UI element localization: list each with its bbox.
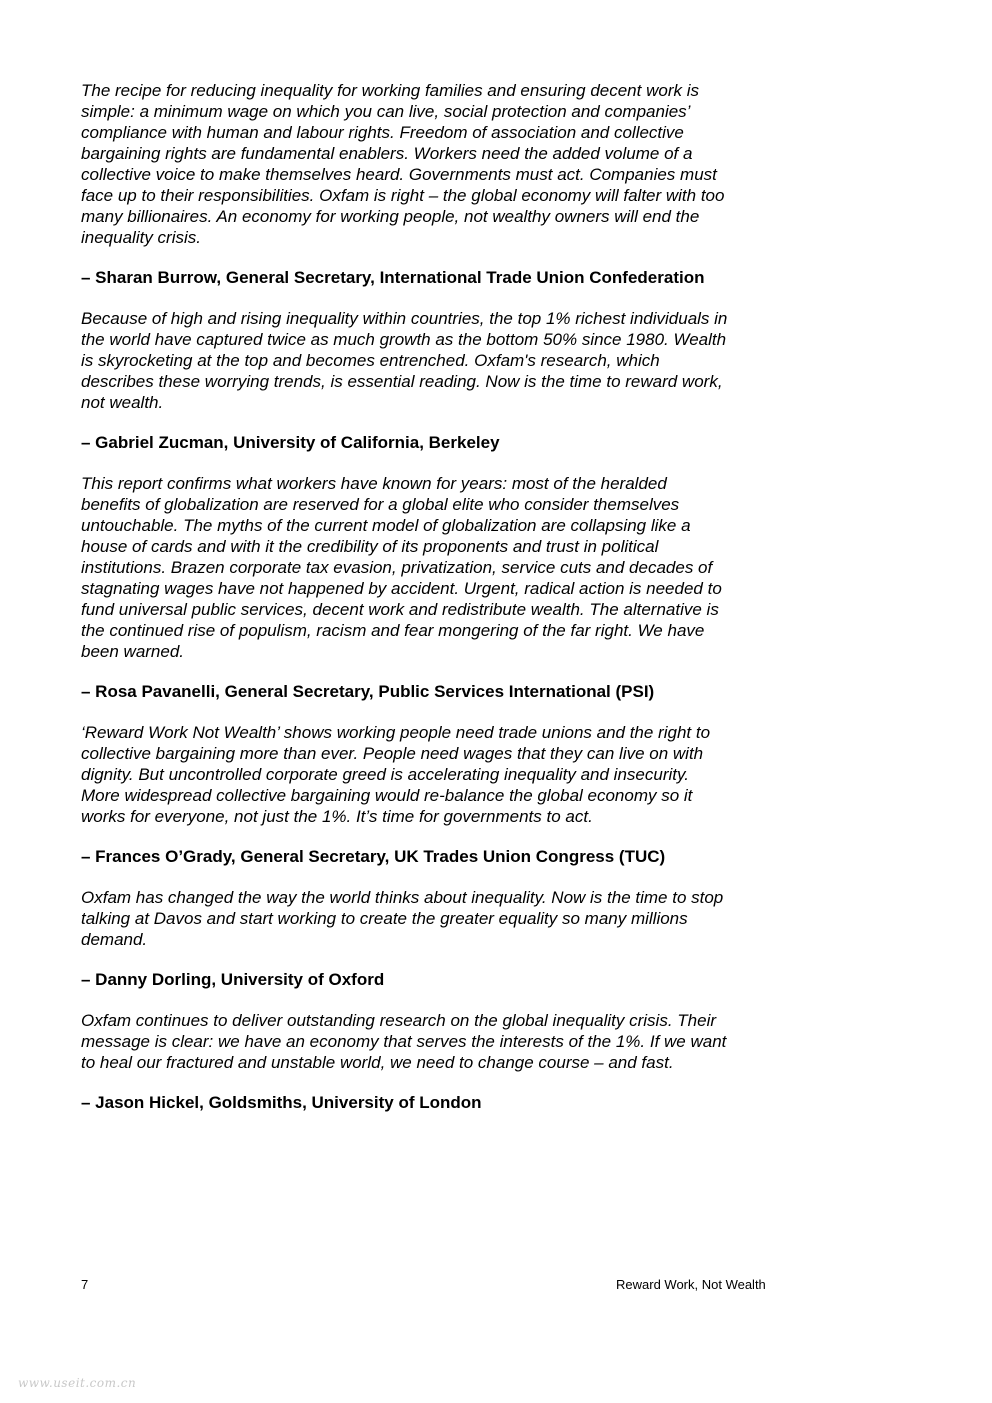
quote-text-burrow: The recipe for reducing inequality for working families and ensuring decent work is simple: a minimum wage on which you can live, social protection and companies’ compliance with human and labour rights. Freedom of association and collective bargaining rights are fundamental enablers. Workers need the added volume of a collective voice to make themselves heard. Governments must act. Companies must face up to their responsibilities. Oxfam is right – the global economy will falter with too many billionaires. An economy for working people, not wealthy owners will end the inequality crisis. bbox=[81, 81, 725, 247]
footer-page-number: 7 bbox=[81, 1277, 89, 1292]
quote-attribution-ogrady: – Frances O’Grady, General Secretary, UK Trades Union Congress (TUC) bbox=[81, 847, 666, 866]
quote-attribution-hickel: – Jason Hickel, Goldsmiths, University of London bbox=[81, 1093, 482, 1112]
quote-attribution-pavanelli: – Rosa Pavanelli, General Secretary, Public Services International (PSI) bbox=[81, 682, 655, 701]
quote-attribution-dorling: – Danny Dorling, University of Oxford bbox=[81, 970, 385, 989]
quote-attribution-burrow: – Sharan Burrow, General Secretary, International Trade Union Confederation bbox=[81, 268, 705, 287]
footer-document-title: Reward Work, Not Wealth bbox=[616, 1277, 766, 1292]
watermark-text: www.useit.com.cn bbox=[18, 1376, 137, 1390]
quotes-section bbox=[81, 80, 731, 1133]
quote-text-pavanelli: This report confirms what workers have known for years: most of the heralded benefits of globalization are reserved for a global elite who consider themselves untouchable. The myths of the current model of globalization are collapsing like a house of cards and with it the credibility of its proponents and trust in political institutions. Brazen corporate tax evasion, privatization, service cuts and decades of stagnating wages have not happened by accident. Urgent, radical action is needed to fund universal public services, decent work and redistribute wealth. The alternative is the continued rise of populism, racism and fear mongering of the far right. We have been warned. bbox=[81, 474, 722, 661]
quote-text-dorling: Oxfam has changed the way the world thinks about inequality. Now is the time to stop talking at Davos and start working to create the greater equality so many millions demand. bbox=[81, 888, 724, 949]
quote-text-zucman: Because of high and rising inequality within countries, the top 1% richest individuals in the world have captured twice as much growth as the bottom 50% since 1980. Wealth is skyrocketing at the top and becomes entrenched. Oxfam's research, which describes these worrying trends, is essential reading. Now is the time to reward work, not wealth. bbox=[81, 309, 728, 412]
quote-text-ogrady: ‘Reward Work Not Wealth’ shows working people need trade unions and the right to collective bargaining more than ever. People need wages that they can live on with dignity. But uncontrolled corporate greed is accelerating inequality and insecurity. More widespread collective bargaining would re-balance the global economy so it works for everyone, not just the 1%. It’s time for governments to act. bbox=[81, 723, 711, 826]
quote-attribution-zucman: – Gabriel Zucman, University of California, Berkeley bbox=[81, 433, 500, 452]
quote-text-hickel: Oxfam continues to deliver outstanding research on the global inequality crisis. Their message is clear: we have an economy that serves the interests of the 1%. If we want to heal our fractured and unstable world, we need to change course – and fast. bbox=[81, 1011, 727, 1072]
